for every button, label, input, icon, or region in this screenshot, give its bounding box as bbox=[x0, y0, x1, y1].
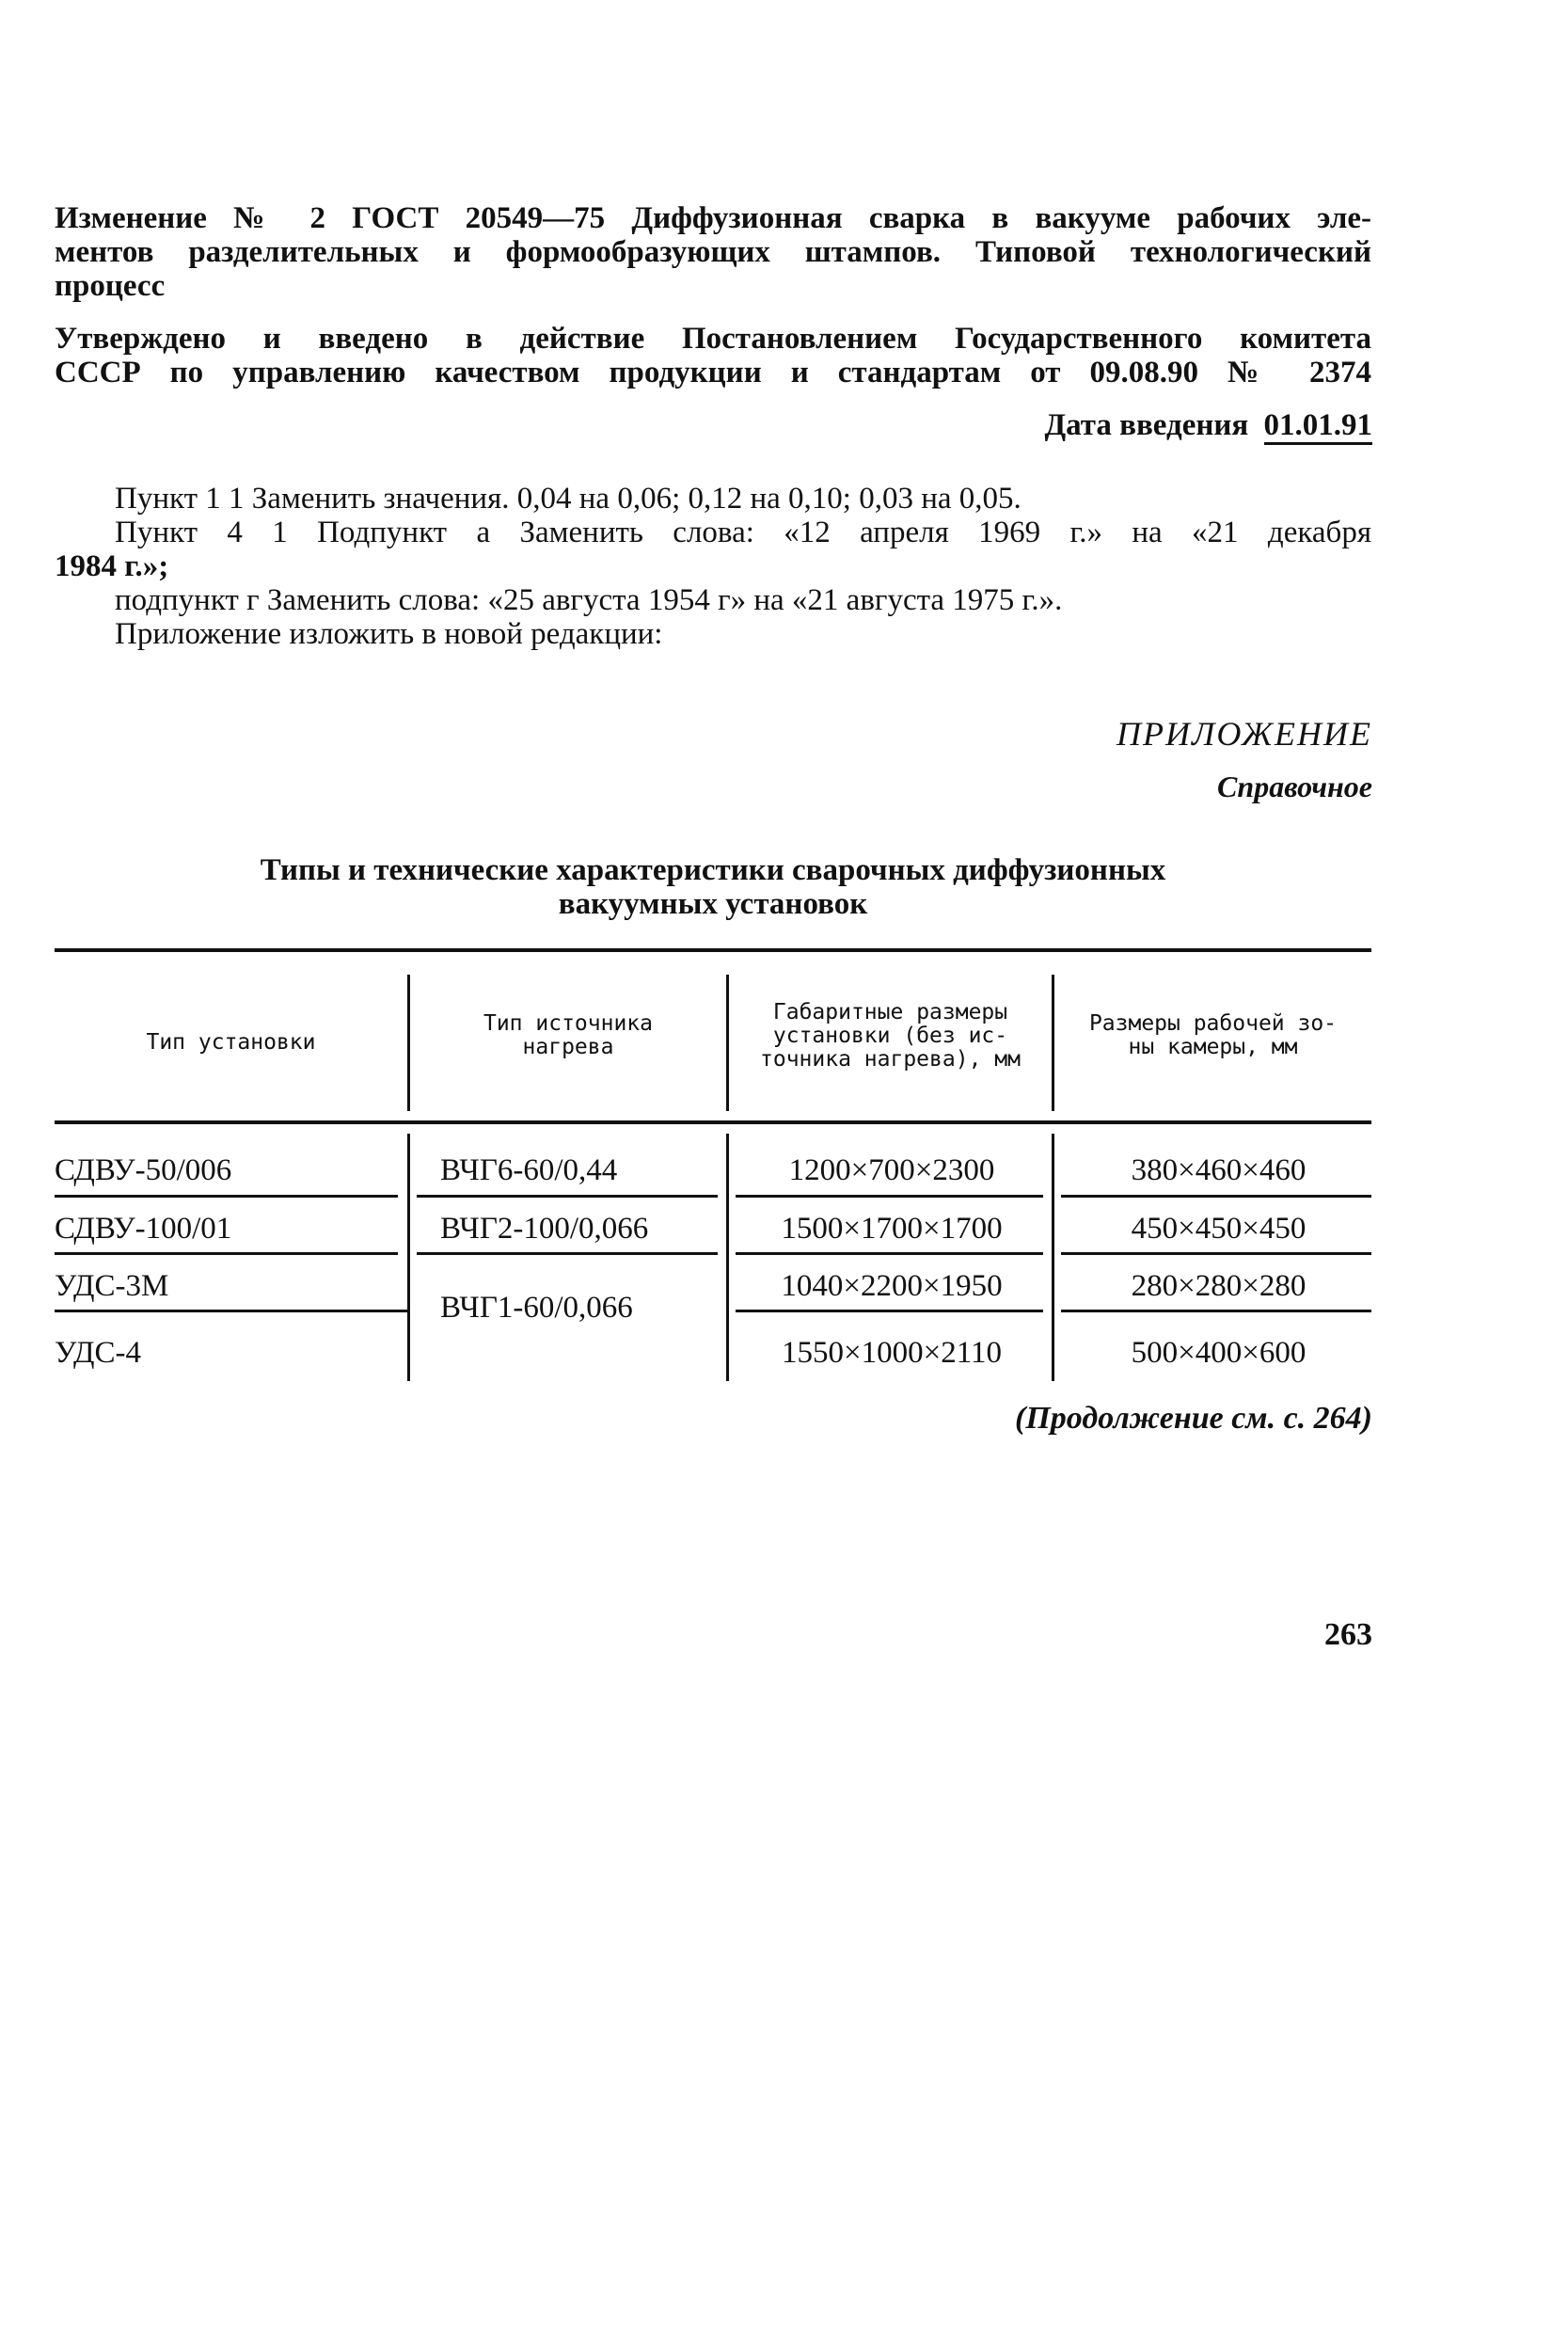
header-source: Тип источника нагрева bbox=[483, 1011, 653, 1059]
row-2-rule-a bbox=[55, 1252, 398, 1255]
table-row-3-zone: 280×280×280 bbox=[1131, 1269, 1307, 1303]
header-zone: Размеры рабочей зо- ны камеры, мм bbox=[1088, 1011, 1338, 1059]
table-row-1-overall: 1200×700×2300 bbox=[788, 1153, 995, 1187]
table-top-rule bbox=[55, 948, 1371, 952]
table-row-2-source: ВЧГ2-100/0,066 bbox=[440, 1212, 649, 1246]
approved-line-1: Утверждено и введено в действие Постановлением Государственного комитета bbox=[55, 322, 1371, 356]
table-title-line-1: Типы и технические характеристики сварочных диффузионных bbox=[260, 853, 1166, 887]
table-row-2-type: СДВУ-100/01 bbox=[55, 1212, 232, 1246]
title-line-3: процесс bbox=[55, 269, 166, 303]
row-3-rule-d bbox=[1061, 1310, 1371, 1312]
appendix-label: ПРИЛОЖЕНИЕ bbox=[1117, 715, 1372, 753]
effective-date-label: Дата введения bbox=[1044, 408, 1249, 442]
row-2-rule-b bbox=[417, 1252, 718, 1255]
row-3-rule-a bbox=[55, 1310, 407, 1312]
paragraph-4: Приложение изложить в новой редакции: bbox=[115, 617, 663, 651]
header-overall: Габаритные размеры установки (без ис- точника нагрева), мм bbox=[760, 1000, 1021, 1072]
body-divider-3 bbox=[1052, 1134, 1054, 1381]
row-1-rule-b bbox=[417, 1195, 718, 1198]
continuation-note: (Продолжение см. с. 264) bbox=[1015, 1401, 1372, 1436]
paragraph-2: Пункт 4 1 Подпункт а Заменить слова: «12 апреля 1969 г.» на «21 декабря bbox=[115, 516, 1371, 549]
table-row-1-zone: 380×460×460 bbox=[1131, 1153, 1307, 1187]
table-row-3-type: УДС-3М bbox=[55, 1269, 169, 1303]
paragraph-2-cont: 1984 г.»; bbox=[55, 549, 169, 583]
table-row-2-zone: 450×450×450 bbox=[1131, 1212, 1307, 1246]
effective-date-value: 01.01.91 bbox=[1264, 408, 1373, 445]
table-row-4-zone: 500×400×600 bbox=[1131, 1336, 1307, 1370]
body-divider-2 bbox=[726, 1134, 729, 1381]
header-type: Тип установки bbox=[146, 1030, 316, 1055]
table-title-line-2: вакуумных установок bbox=[558, 887, 868, 921]
table-row-1-type: СДВУ-50/006 bbox=[55, 1153, 232, 1187]
table-row-4-overall: 1550×1000×2110 bbox=[782, 1336, 1002, 1370]
row-2-rule-d bbox=[1061, 1252, 1371, 1255]
installations-table bbox=[55, 948, 1371, 1381]
table-header-rule bbox=[55, 1120, 1371, 1124]
table-row-4-type: УДС-4 bbox=[55, 1336, 142, 1370]
body-divider-1 bbox=[407, 1134, 410, 1381]
table-row-3-overall: 1040×2200×1950 bbox=[781, 1269, 1003, 1303]
title-line-1: Изменение № 2 ГОСТ 20549—75 Диффузионная сварка в вакууме рабочих эле- bbox=[55, 201, 1371, 235]
table-row-2-overall: 1500×1700×1700 bbox=[781, 1212, 1003, 1246]
row-1-rule-d bbox=[1061, 1195, 1371, 1198]
effective-date bbox=[1044, 406, 1372, 444]
approved-line-2: СССР по управлению качеством продукции и стандартам от 09.08.90 № 2374 bbox=[55, 356, 1371, 389]
page-number: 263 bbox=[1324, 1617, 1372, 1652]
row-2-rule-c bbox=[736, 1252, 1043, 1255]
title-line-2: ментов разделительных и формообразующих штампов. Типовой технологический bbox=[55, 235, 1371, 269]
appendix-sublabel: Справочное bbox=[1217, 770, 1372, 803]
row-1-rule-a bbox=[55, 1195, 398, 1198]
paragraph-3: подпункт г Заменить слова: «25 августа 1954 г» на «21 августа 1975 г.». bbox=[115, 583, 1063, 617]
table-row-1-source: ВЧГ6-60/0,44 bbox=[440, 1153, 618, 1187]
row-1-rule-c bbox=[736, 1195, 1043, 1198]
row-3-rule-c bbox=[736, 1310, 1043, 1312]
paragraph-1: Пункт 1 1 Заменить значения. 0,04 на 0,06; 0,12 на 0,10; 0,03 на 0,05. bbox=[115, 482, 1022, 516]
table-row-3-source: ВЧГ1-60/0,066 bbox=[440, 1291, 633, 1325]
